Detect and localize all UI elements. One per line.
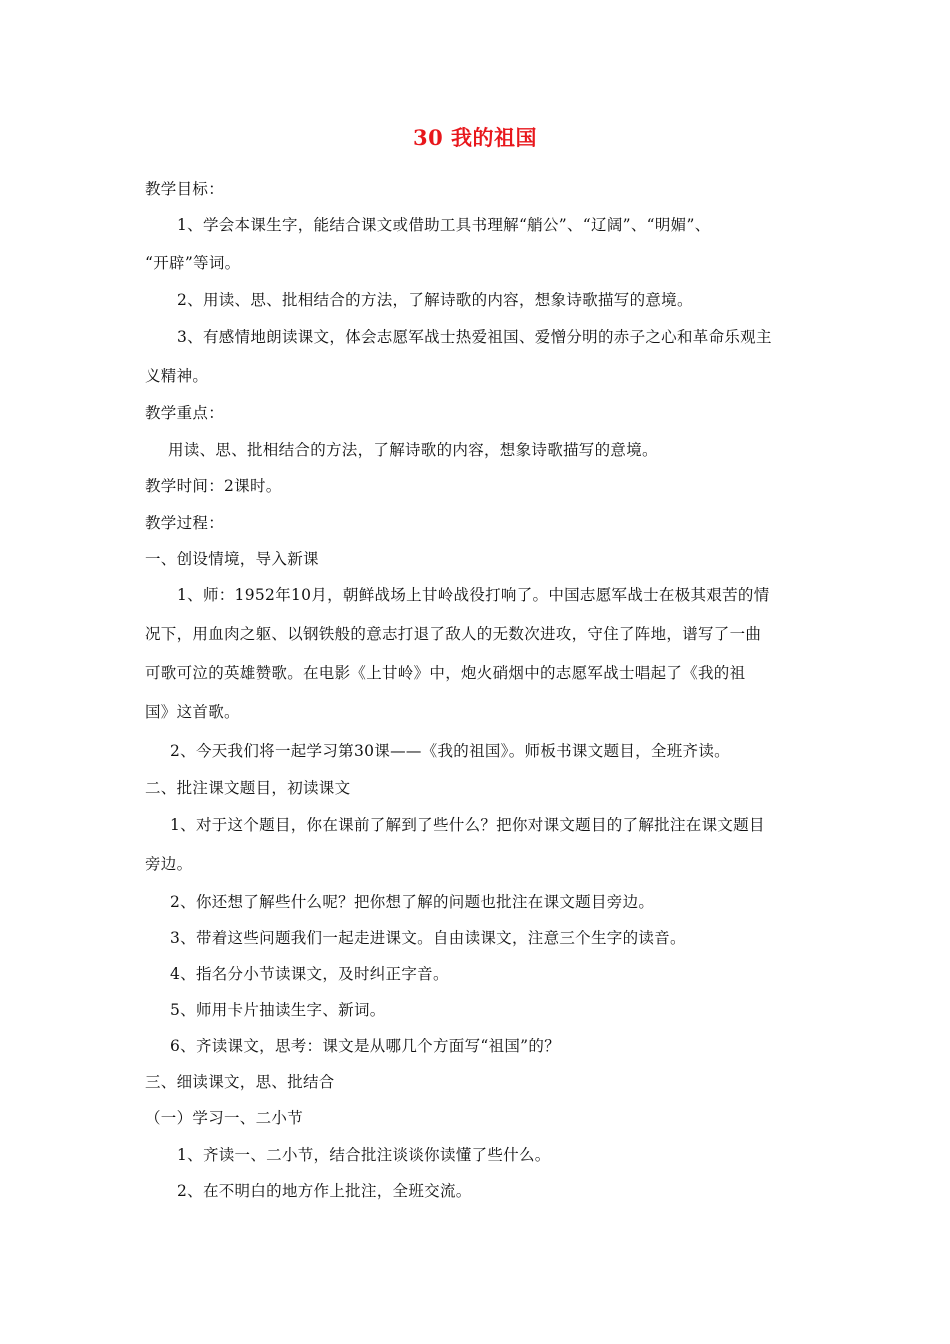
paragraph-line: 1、师：1952年10月，朝鲜战场上甘岭战役打响了。中国志愿军战士在极其艰苦的情 <box>177 586 770 604</box>
section-heading-time: 教学时间：2课时。 <box>145 477 282 495</box>
section-heading-part-two: 二、批注课文题目，初读课文 <box>145 779 351 797</box>
paragraph-line: 用读、思、批相结合的方法，了解诗歌的内容，想象诗歌描写的意境。 <box>168 441 658 459</box>
paragraph-line: 2、今天我们将一起学习第30课——《我的祖国》。师板书课文题目，全班齐读。 <box>170 742 730 760</box>
paragraph-line: 义精神。 <box>145 367 209 385</box>
section-heading-key-points: 教学重点： <box>145 404 225 422</box>
paragraph-line: 4、指名分小节读课文，及时纠正字音。 <box>170 965 449 983</box>
document-title: 30 我的祖国 <box>412 125 538 150</box>
paragraph-line: 1、学会本课生字，能结合课文或借助工具书理解“艄公”、“辽阔”、“明媚”、 <box>177 216 711 234</box>
paragraph-line: 1、齐读一、二小节，结合批注谈谈你读懂了些什么。 <box>177 1146 551 1164</box>
section-heading-process: 教学过程： <box>145 514 225 532</box>
paragraph-line: 3、带着这些问题我们一起走进课文。自由读课文，注意三个生字的读音。 <box>170 929 686 947</box>
section-heading-part-three: 三、细读课文，思、批结合 <box>145 1073 335 1091</box>
section-heading-objectives: 教学目标： <box>145 180 225 198</box>
paragraph-line: 6、齐读课文，思考：课文是从哪几个方面写“祖国”的？ <box>170 1037 561 1055</box>
subsection-heading: （一）学习一、二小节 <box>145 1109 304 1127</box>
paragraph-line: 5、师用卡片抽读生字、新词。 <box>170 1001 386 1019</box>
paragraph-line: 旁边。 <box>145 855 193 873</box>
section-heading-part-one: 一、创设情境，导入新课 <box>145 550 319 568</box>
paragraph-line: 况下，用血肉之躯、以钢铁般的意志打退了敌人的无数次进攻，守住了阵地，谱写了一曲 <box>145 625 762 643</box>
paragraph-line: 2、在不明白的地方作上批注，全班交流。 <box>177 1182 472 1200</box>
paragraph-line: 1、对于这个题目，你在课前了解到了些什么？把你对课文题目的了解批注在课文题目 <box>170 816 765 834</box>
paragraph-line: “开辟”等词。 <box>145 254 241 272</box>
paragraph-line: 2、你还想了解些什么呢？把你想了解的问题也批注在课文题目旁边。 <box>170 893 655 911</box>
paragraph-line: 3、有感情地朗读课文，体会志愿军战士热爱祖国、爱憎分明的赤子之心和革命乐观主 <box>177 328 772 346</box>
paragraph-line: 国》这首歌。 <box>145 703 240 721</box>
paragraph-line: 2、用读、思、批相结合的方法，了解诗歌的内容，想象诗歌描写的意境。 <box>177 291 693 309</box>
paragraph-line: 可歌可泣的英雄赞歌。在电影《上甘岭》中，炮火硝烟中的志愿军战士唱起了《我的祖 <box>145 664 746 682</box>
